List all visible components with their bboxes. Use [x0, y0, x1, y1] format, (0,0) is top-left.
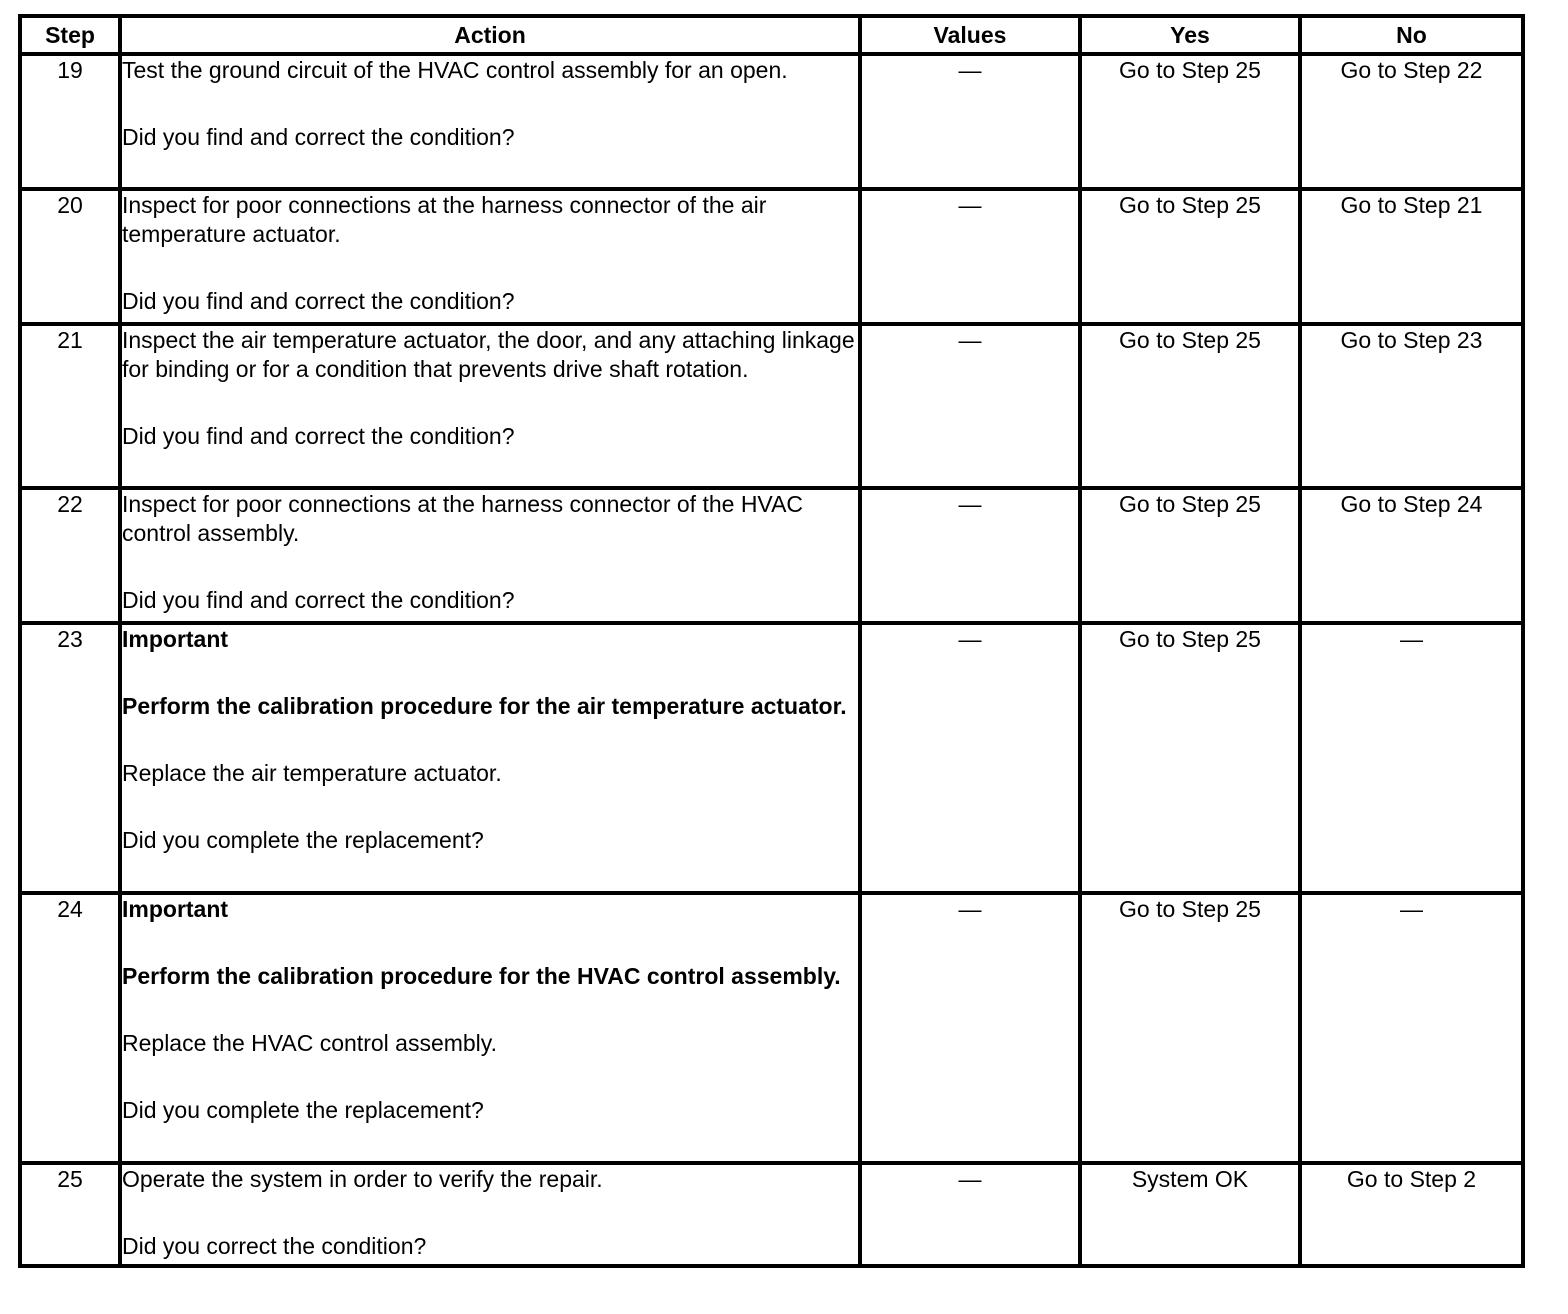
action-text: Replace the HVAC control assembly. [122, 1030, 497, 1056]
step-number: 23 [20, 623, 120, 893]
action-cell [120, 189, 860, 324]
action-cell [120, 54, 860, 189]
values-cell: — [860, 1163, 1080, 1266]
table-row [20, 623, 1523, 893]
action-question: Did you find and correct the condition? [122, 288, 515, 314]
no-cell: Go to Step 24 [1300, 488, 1523, 623]
header-no: No [1300, 16, 1523, 54]
action-cell [120, 324, 860, 488]
header-yes: Yes [1080, 16, 1300, 54]
action-question: Did you find and correct the condition? [122, 124, 515, 150]
values-cell: — [860, 189, 1080, 324]
yes-cell: Go to Step 25 [1080, 189, 1300, 324]
action-cell [120, 623, 860, 893]
important-note: Perform the calibration procedure for the air temperature actuator. [122, 693, 847, 719]
values-cell: — [860, 54, 1080, 189]
diagnostic-table [18, 14, 1525, 1268]
action-text: Inspect the air temperature actuator, the door, and any attaching linkage for binding or for a condition that prevents drive shaft rotation. [122, 327, 855, 382]
action-cell [120, 488, 860, 623]
action-text: Inspect for poor connections at the harness connector of the HVAC control assembly. [122, 491, 804, 546]
table-row [20, 1163, 1523, 1266]
yes-cell: System OK [1080, 1163, 1300, 1266]
step-number: 20 [20, 189, 120, 324]
action-cell [120, 893, 860, 1163]
table-row [20, 324, 1523, 488]
header-step: Step [20, 16, 120, 54]
no-cell: Go to Step 2 [1300, 1163, 1523, 1266]
action-text: Test the ground circuit of the HVAC control assembly for an open. [122, 57, 788, 83]
action-question: Did you correct the condition? [122, 1233, 427, 1259]
values-cell: — [860, 623, 1080, 893]
action-cell [120, 1163, 860, 1266]
important-heading: Important [122, 896, 229, 922]
table-row [20, 893, 1523, 1163]
table-row [20, 488, 1523, 623]
values-cell: — [860, 488, 1080, 623]
no-cell: Go to Step 23 [1300, 324, 1523, 488]
header-values: Values [860, 16, 1080, 54]
table-row [20, 189, 1523, 324]
action-question: Did you complete the replacement? [122, 1097, 484, 1123]
action-text: Operate the system in order to verify the repair. [122, 1166, 603, 1192]
no-cell: Go to Step 22 [1300, 54, 1523, 189]
step-number: 25 [20, 1163, 120, 1266]
step-number: 19 [20, 54, 120, 189]
yes-cell: Go to Step 25 [1080, 324, 1300, 488]
values-cell: — [860, 893, 1080, 1163]
table-row [20, 54, 1523, 189]
step-number: 24 [20, 893, 120, 1163]
step-number: 22 [20, 488, 120, 623]
action-text: Replace the air temperature actuator. [122, 760, 502, 786]
action-text: Inspect for poor connections at the harness connector of the air temperature actuator. [122, 192, 767, 247]
no-cell: — [1300, 893, 1523, 1163]
table-header-row [20, 16, 1523, 54]
important-note: Perform the calibration procedure for the HVAC control assembly. [122, 963, 841, 989]
header-action: Action [120, 16, 860, 54]
important-heading: Important [122, 626, 229, 652]
action-question: Did you find and correct the condition? [122, 423, 515, 449]
yes-cell: Go to Step 25 [1080, 54, 1300, 189]
yes-cell: Go to Step 25 [1080, 893, 1300, 1163]
no-cell: — [1300, 623, 1523, 893]
step-number: 21 [20, 324, 120, 488]
yes-cell: Go to Step 25 [1080, 623, 1300, 893]
values-cell: — [860, 324, 1080, 488]
action-question: Did you find and correct the condition? [122, 587, 515, 613]
yes-cell: Go to Step 25 [1080, 488, 1300, 623]
action-question: Did you complete the replacement? [122, 827, 484, 853]
no-cell: Go to Step 21 [1300, 189, 1523, 324]
